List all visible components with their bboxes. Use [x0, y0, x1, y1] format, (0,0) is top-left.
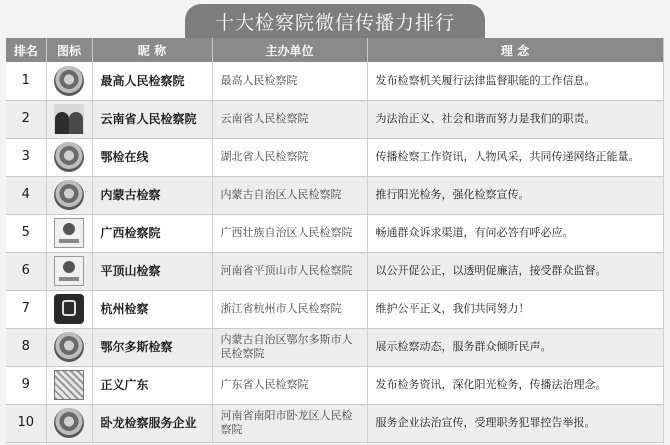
rank-cell: 5 [6, 214, 46, 252]
rank-cell: 8 [6, 328, 46, 366]
table-row [6, 100, 663, 138]
rank-cell: 1 [6, 62, 46, 100]
rank-cell: 3 [6, 138, 46, 176]
header-row [6, 38, 663, 62]
motto-cell: 发布检务资讯，深化阳光检务，传播法治理念。 [367, 366, 663, 404]
table-row [6, 404, 663, 442]
table-row [6, 252, 663, 290]
organizer-cell: 河南省平顶山市人民检察院 [212, 252, 367, 290]
nickname-cell: 云南省人民检察院 [92, 100, 212, 138]
organizer-cell: 河南省南阳市卧龙区人民检察院 [212, 404, 367, 442]
nickname-cell: 平顶山检察 [92, 252, 212, 290]
header-organizer: 主办单位 [212, 38, 367, 62]
portrait-icon [54, 104, 84, 134]
header-nickname: 昵 称 [92, 38, 212, 62]
nickname-cell: 鄂尔多斯检察 [92, 328, 212, 366]
guangxi-logo-icon [54, 218, 84, 248]
emblem-icon [54, 142, 84, 172]
table-row [6, 138, 663, 176]
motto-cell: 为法治正义、社会和谐而努力是我们的职责。 [367, 100, 663, 138]
motto-cell: 发布检察机关履行法律监督职能的工作信息。 [367, 62, 663, 100]
motto-cell: 维护公平正义，我们共同努力！ [367, 290, 663, 328]
rank-cell: 9 [6, 366, 46, 404]
nickname-cell: 杭州检察 [92, 290, 212, 328]
table-row [6, 214, 663, 252]
organizer-cell: 最高人民检察院 [212, 62, 367, 100]
table-row [6, 366, 663, 404]
organizer-cell: 湖北省人民检察院 [212, 138, 367, 176]
motto-cell: 以公开促公正，以透明促廉洁，接受群众监督。 [367, 252, 663, 290]
table-row [6, 62, 663, 100]
motto-cell: 服务企业法治宣传，受理职务犯罪控告举报。 [367, 404, 663, 442]
emblem-icon [54, 332, 84, 362]
emblem-icon [54, 66, 84, 96]
nickname-cell: 鄂检在线 [92, 138, 212, 176]
rank-cell: 2 [6, 100, 46, 138]
emblem-icon [54, 408, 84, 438]
header-icon: 图标 [46, 38, 92, 62]
nickname-cell: 最高人民检察院 [92, 62, 212, 100]
pingdingshan-logo-icon [54, 256, 84, 286]
rank-cell: 7 [6, 290, 46, 328]
header-rank: 排名 [6, 38, 46, 62]
motto-cell: 畅通群众诉求渠道，有问必答有呼必应。 [367, 214, 663, 252]
nickname-cell: 广西检察院 [92, 214, 212, 252]
nickname-cell: 正义广东 [92, 366, 212, 404]
motto-cell: 推行阳光检务，强化检察宣传。 [367, 176, 663, 214]
nickname-cell: 内蒙古检察 [92, 176, 212, 214]
organizer-cell: 云南省人民检察院 [212, 100, 367, 138]
ranking-table [6, 38, 664, 443]
rank-cell: 6 [6, 252, 46, 290]
organizer-cell: 广西壮族自治区人民检察院 [212, 214, 367, 252]
nickname-cell: 卧龙检察服务企业 [92, 404, 212, 442]
motto-cell: 展示检察动态，服务群众倾听民声。 [367, 328, 663, 366]
rank-cell: 10 [6, 404, 46, 442]
motto-cell: 传播检察工作资讯，人物风采，共同传递网络正能量。 [367, 138, 663, 176]
organizer-cell: 浙江省杭州市人民检察院 [212, 290, 367, 328]
table-row [6, 176, 663, 214]
rank-cell: 4 [6, 176, 46, 214]
zhengyi-logo-icon [54, 370, 84, 400]
table-row [6, 290, 663, 328]
organizer-cell: 广东省人民检察院 [212, 366, 367, 404]
organizer-cell: 内蒙古自治区鄂尔多斯市人民检察院 [212, 328, 367, 366]
organizer-cell: 内蒙古自治区人民检察院 [212, 176, 367, 214]
emblem-icon [54, 180, 84, 210]
hangzhou-logo-icon [54, 294, 84, 324]
header-motto: 理 念 [367, 38, 663, 62]
table-row [6, 328, 663, 366]
table-title: 十大检察院微信传播力排行 [185, 4, 485, 38]
